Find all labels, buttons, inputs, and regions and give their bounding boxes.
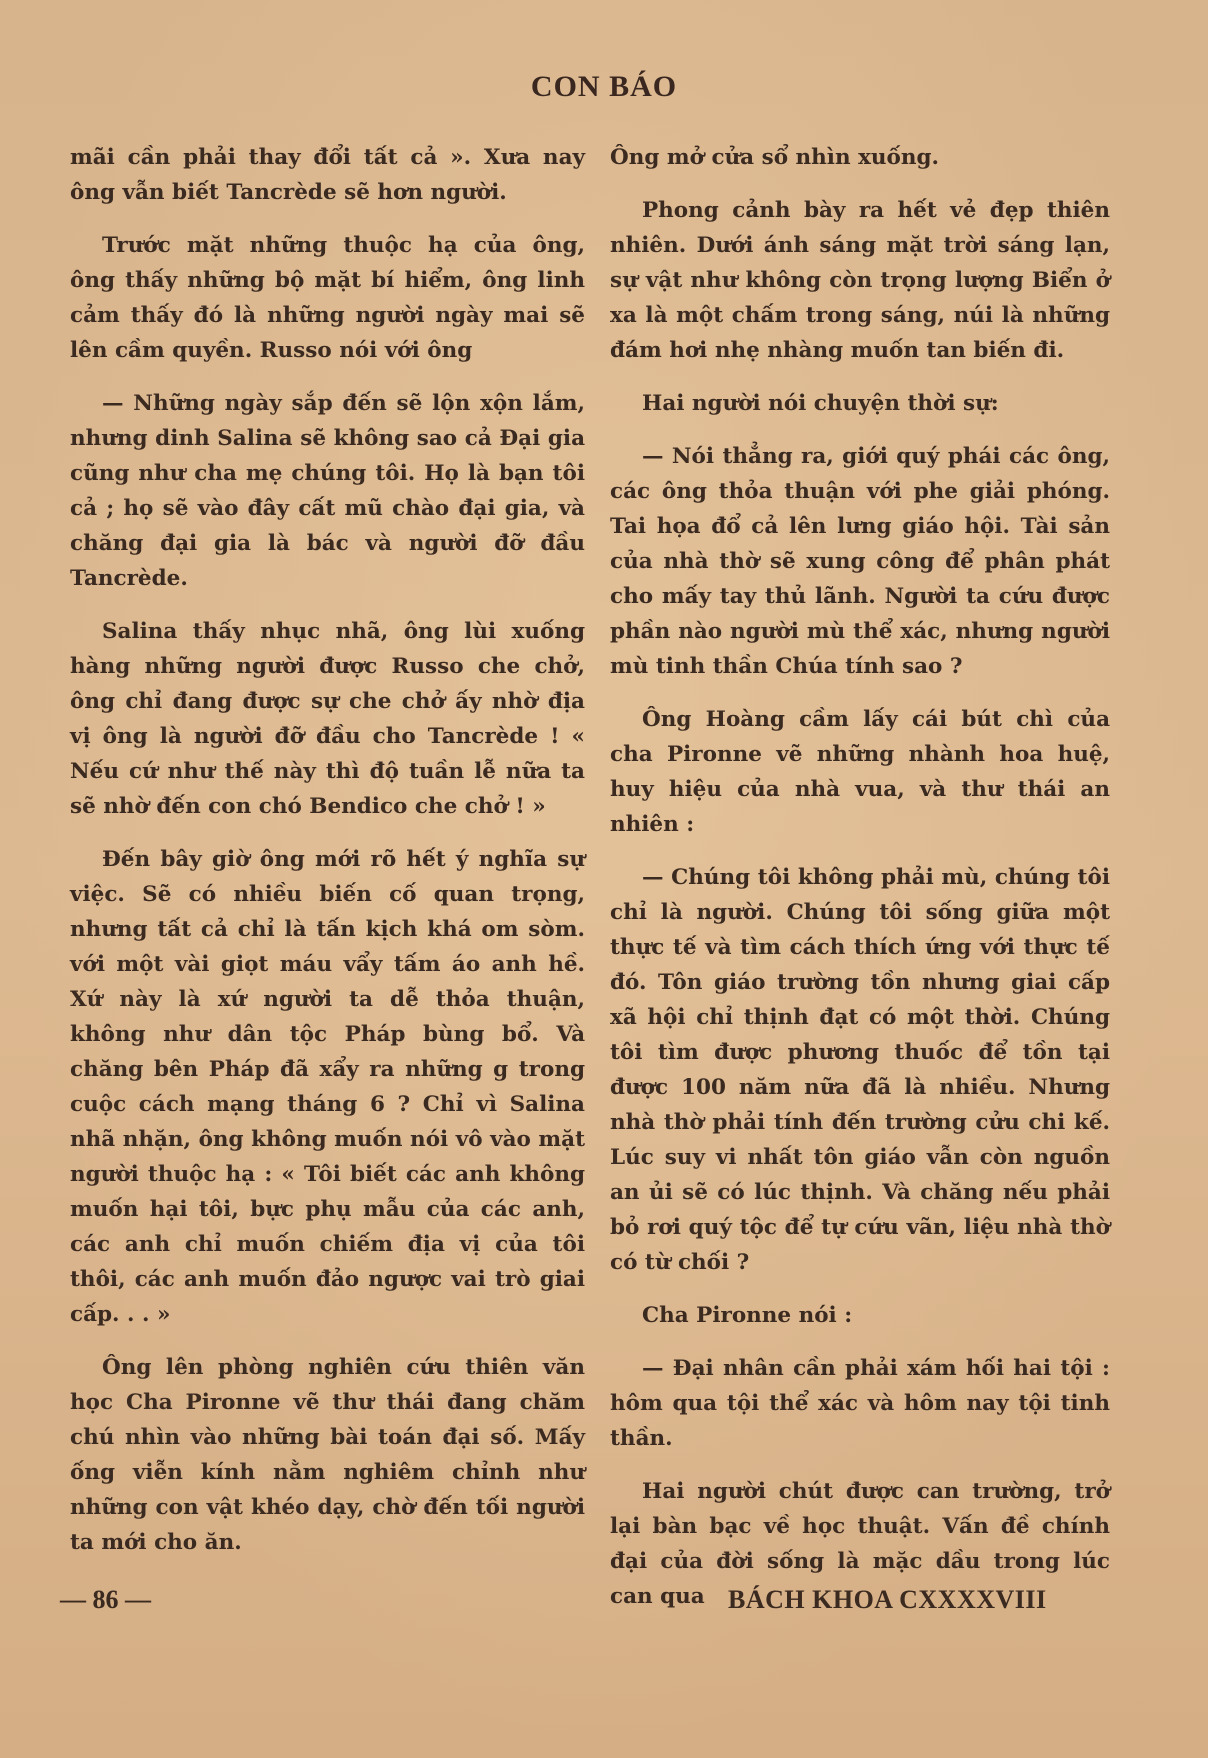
paragraph: Ông Hoàng cầm lấy cái bút chì của cha Pironne vẽ những nhành hoa huệ, huy hiệu của nhà vua, và thư thái an nhiên : xyxy=(610,707,1110,837)
page-number: — 86 — xyxy=(60,1585,151,1614)
paragraph: Cha Pironne nói : xyxy=(642,1303,853,1328)
paragraph: Phong cảnh bày ra hết vẻ đẹp thiên nhiên. Dưới ánh sáng mặt trời sáng lạn, sự vật như không còn trọng lượng Biển ở xa là một chấm trong sáng, núi là những đám hơi nhẹ nhàng muốn tan biến đi. xyxy=(610,198,1110,363)
right-column xyxy=(610,140,1110,1632)
paragraph: Trước mặt những thuộc hạ của ông, ông thấy những bộ mặt bí hiểm, ông linh cảm thấy đó là những người ngày mai sẽ lên cầm quyền. Russo nói với ông xyxy=(70,233,585,363)
paragraph: Hai người nói chuyện thời sự: xyxy=(642,391,999,416)
paragraph: Ông lên phòng nghiên cứu thiên văn học Cha Pironne vẽ thư thái đang chăm chú nhìn vào những bài toán đại số. Mấy ống viễn kính nằm nghiêm chỉnh như những con vật khéo dạy, chờ đến tối người ta mới cho ăn. xyxy=(70,1355,585,1555)
paragraph: — Chúng tôi không phải mù, chúng tôi chỉ là người. Chúng tôi sống giữa một thực tế và tìm cách thích ứng với thực tế đó. Tôn giáo trường tồn nhưng giai cấp xã hội chỉ thịnh đạt có một thời. Chúng tôi tìm được phương thuốc để tồn tại được 100 năm nữa đã là nhiều. Nhưng nhà thờ phải tính đến trường cửu chi kế. Lúc suy vi nhất tôn giáo vẫn còn nguồn an ủi sẽ có lúc thịnh. Và chăng nếu phải bỏ rơi quý tộc để tự cứu vãn, liệu nhà thờ có từ chối ? xyxy=(610,865,1110,1275)
paragraph: Hai người chút được can trường, trở lại bàn bạc về học thuật. Vấn đề chính đại của đời sống là mặc dầu trong lúc can qua xyxy=(610,1479,1110,1609)
paragraph: Đến bây giờ ông mới rõ hết ý nghĩa sự việc. Sẽ có nhiều biến cố quan trọng, nhưng tất cả chỉ là tấn kịch khá om sòm. với một vài giọt máu vẩy tấm áo anh hề. Xứ này là xứ người ta dễ thỏa thuận, không như dân tộc Pháp bùng bổ. Và chăng bên Pháp đã xẩy ra những g trong cuộc cách mạng tháng 6 ? Chỉ vì Salina nhã nhặn, ông không muốn nói vô vào mặt người thuộc hạ : « Tôi biết các anh không muốn hại tôi, bực phụ mẫu của các anh, các anh chỉ muốn chiếm địa vị của tôi thôi, các anh muốn đảo ngược vai trò giai cấp. . . » xyxy=(70,847,585,1327)
paragraph: mãi cần phải thay đổi tất cả ». Xưa nay ông vẫn biết Tancrède sẽ hơn người. xyxy=(70,145,585,205)
paragraph: Ông mở cửa sổ nhìn xuống. xyxy=(610,145,940,170)
paragraph: — Đại nhân cần phải xám hối hai tội : hôm qua tội thể xác và hôm nay tội tinh thần. xyxy=(610,1356,1110,1451)
paragraph: — Những ngày sắp đến sẽ lộn xộn lắm, nhưng dinh Salina sẽ không sao cả Đại gia cũng như cha mẹ chúng tôi. Họ là bạn tôi cả ; họ sẽ vào đây cất mũ chào đại gia, và chăng đại gia là bác và người đỡ đầu Tancrède. xyxy=(70,391,585,591)
left-column xyxy=(70,140,585,1578)
paragraph: — Nói thẳng ra, giới quý phái các ông, các ông thỏa thuận với phe giải phóng. Tai họa đổ cả lên lưng giáo hội. Tài sản của nhà thờ sẽ xung công để phân phát cho mấy tay thủ lãnh. Người ta cứu được phần nào người mù thể xác, nhưng người mù tinh thần Chúa tính sao ? xyxy=(610,444,1110,679)
running-header: CON BÁO xyxy=(530,70,678,103)
publication-title: BÁCH KHOA CXXXXVIII xyxy=(728,1585,1047,1614)
paragraph: Salina thấy nhục nhã, ông lùi xuống hàng những người được Russo che chở, ông chỉ đang được sự che chở ấy nhờ địa vị ông là người đỡ đầu cho Tancrède ! « Nếu cứ như thế này thì độ tuần lễ nữa ta sẽ nhờ đến con chó Bendico che chở ! » xyxy=(70,619,585,819)
